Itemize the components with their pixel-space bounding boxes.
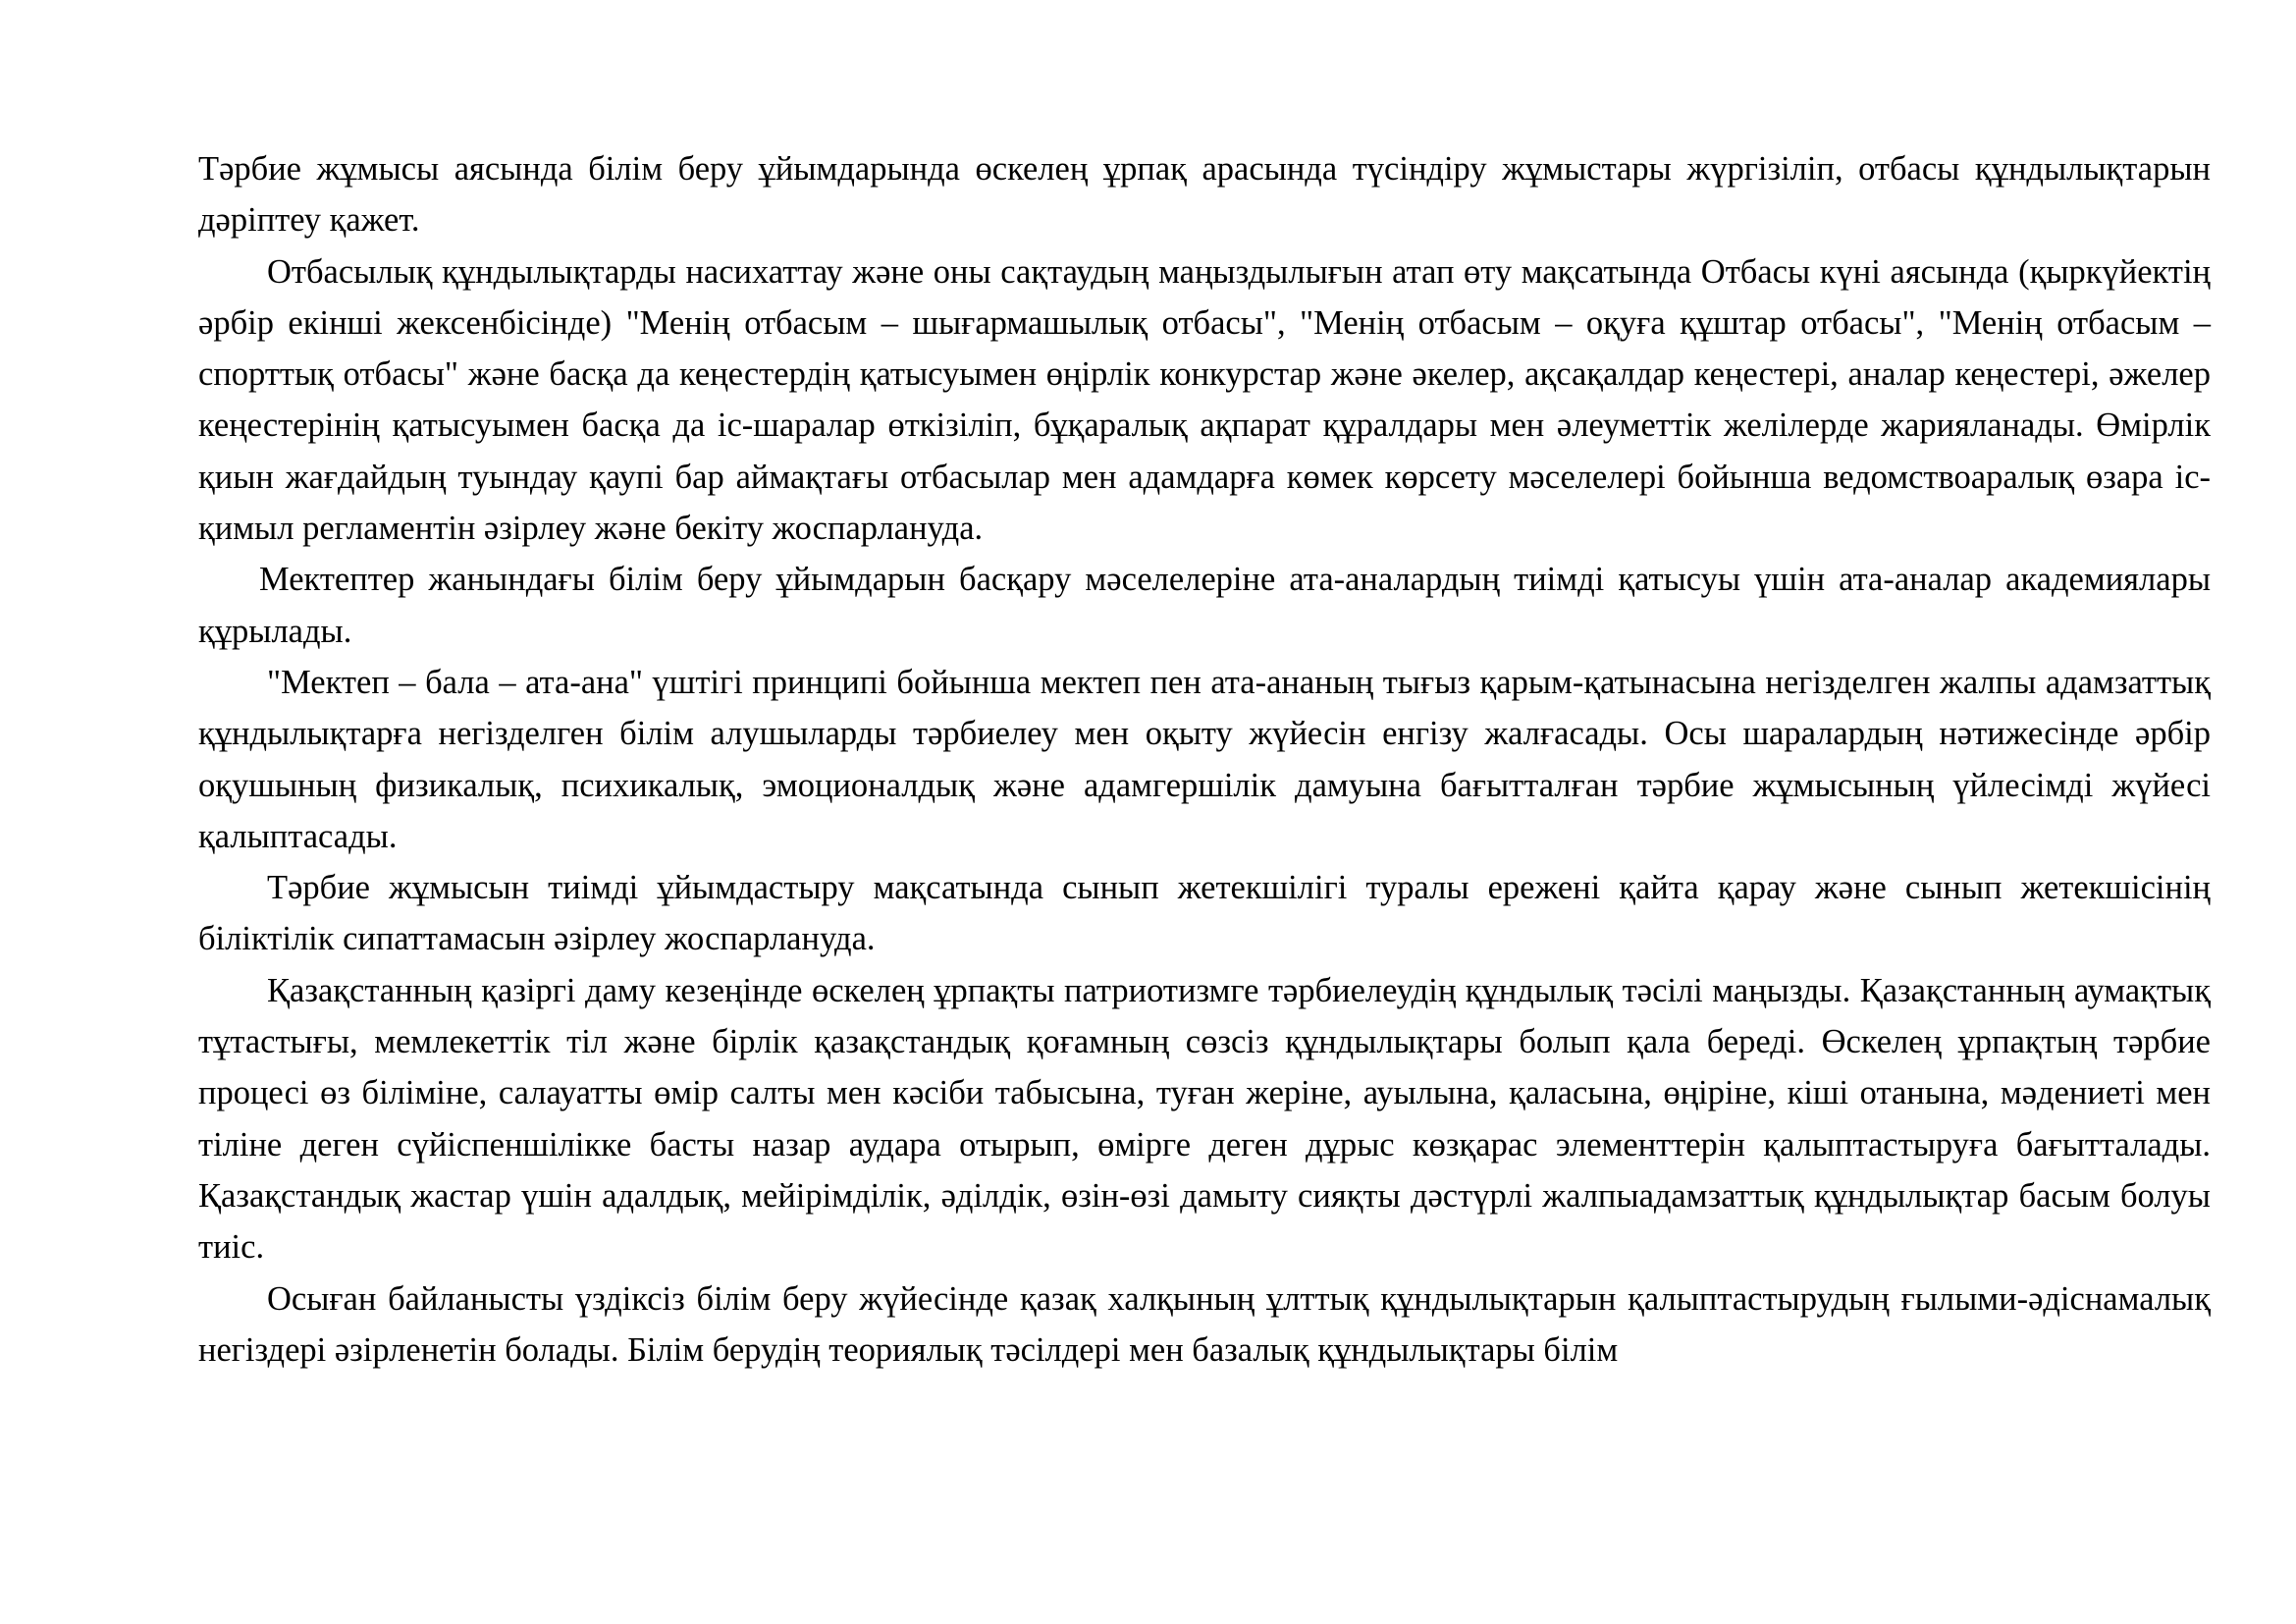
paragraph: Мектептер жанындағы білім беру ұйымдарын басқару мәселелеріне ата-аналардың тиімді қатысуы үшін ата-аналар академиялары құрылады. — [198, 561, 2211, 650]
document-page — [198, 143, 2211, 1376]
paragraph: Тәрбие жұмысын тиімді ұйымдастыру мақсатында сынып жетекшілігі туралы ережені қайта қарау және сынып жетекшісінің біліктілік сипаттамасын әзірлеу жоспарлануда. — [198, 869, 2211, 958]
paragraph: Отбасылық құндылықтарды насихаттау және оны сақтаудың маңыздылығын атап өту мақсатында Отбасы күні аясында (қыркүйектің әрбір екінші жексенбісінде) "Менің отбасым – шығармашылық отбасы", "Менің отбасым – оқуға құштар отбасы", "Менің отбасым – спорттық отбасы" және басқа да кеңестердің қатысуымен өңірлік конкурстар және әкелер, ақсақалдар кеңестері, аналар кеңестері, әжелер кеңестерінің қатысуымен басқа да іс-шаралар өткізіліп, бұқаралық ақпарат құралдары мен әлеуметтік желілерде жарияланады. Өмірлік қиын жағдайдың туындау қаупі бар аймақтағы отбасылар мен адамдарға көмек көрсету мәселелері бойынша ведомствоаралық өзара іс-қимыл регламентін әзірлеу және бекіту жоспарлануда. — [198, 252, 2211, 548]
paragraph: Тәрбие жұмысы аясында білім беру ұйымдарында өскелең ұрпақ арасында түсіндіру жұмыстары жүргізіліп, отбасы құндылықтарын дәріптеу қажет. — [198, 150, 2211, 240]
paragraph: Қазақстанның қазіргі даму кезеңінде өскелең ұрпақты патриотизмге тәрбиелеудің құндылық тәсілі маңызды. Қазақстанның аумақтық тұтастығы, мемлекеттік тіл және бірлік қазақстандық қоғамның сөзсіз құндылықтары болып қала береді. Өскелең ұрпақтың тәрбие процесі өз біліміне, салауатты өмір салты мен кәсіби табысына, туған жеріне, ауылына, қаласына, өңіріне, кіші отанына, мәдениеті мен тіліне деген сүйіспеншілікке басты назар аудара отырып, өмірге деген дұрыс көзқарас элементтерін қалыптастыруға бағытталады. Қазақстандық жастар үшін адалдық, мейірімділік, әділдік, өзін-өзі дамыту сияқты дәстүрлі жалпыадамзаттық құндылықтар басым болуы тиіс. — [198, 971, 2211, 1267]
paragraph: "Мектеп – бала – ата-ана" үштігі принципі бойынша мектеп пен ата-ананың тығыз қарым-қатынасына негізделген жалпы адамзаттық құндылықтарға негізделген білім алушыларды тәрбиелеу мен оқыту жүйесін енгізу жалғасады. Осы шаралардың нәтижесінде әрбір оқушының физикалық, психикалық, эмоционалдық және адамгершілік дамуына бағытталған тәрбие жұмысының үйлесімді жүйесі қалыптасады. — [198, 663, 2211, 855]
paragraph: Осыған байланысты үздіксіз білім беру жүйесінде қазақ халқының ұлттық құндылықтарын қалыптастырудың ғылыми-әдіснамалық негіздері әзірленетін болады. Білім берудің теориялық тәсілдері мен базалық құндылықтары білім — [198, 1279, 2211, 1369]
